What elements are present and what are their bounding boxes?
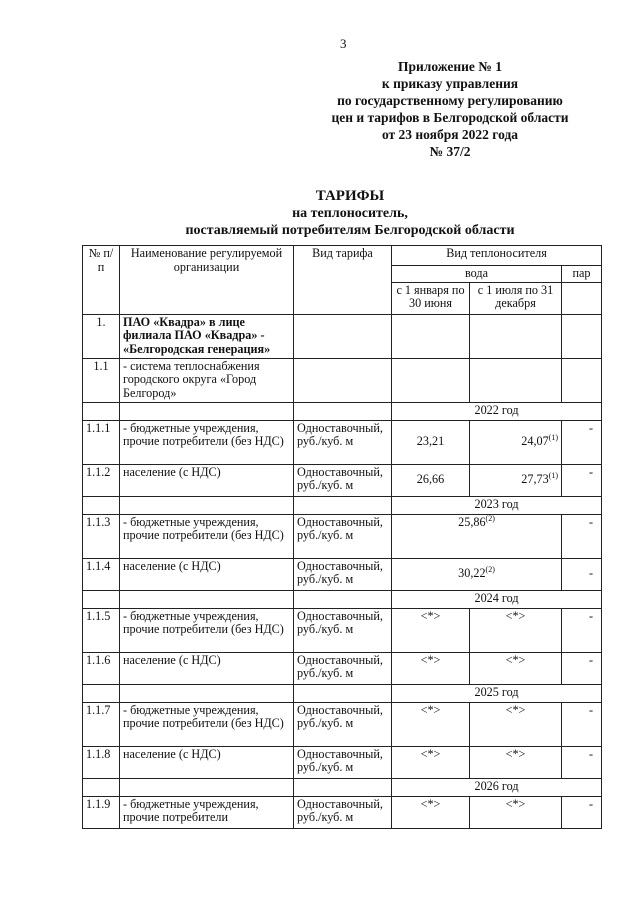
tariff-value: <*> [392,652,470,684]
year-label: 2025 год [392,684,602,702]
tariff-value-cell [470,420,562,464]
steam-value: - [562,514,602,558]
tariff-value-cell [392,514,562,558]
tariff-value-cell [470,464,562,496]
header-tariff-type: Вид тарифа [294,246,392,315]
empty-cell [83,590,120,608]
row-num: 1.1.7 [83,702,120,746]
header-water: вода [392,266,562,283]
header-period-1: с 1 января по 30 июня [392,282,470,314]
steam-value: - [562,702,602,746]
empty-cell [294,402,392,420]
tariffs-table [82,245,602,829]
row-num: 1.1.2 [83,464,120,496]
footnote-ref: (1) [548,471,558,481]
empty-cell [294,496,392,514]
table-row [83,702,602,746]
tariff-value-cell [392,558,562,590]
row-num: 1.1.8 [83,746,120,778]
tariff-value: <*> [470,652,562,684]
steam-value: - [562,464,602,496]
row-num: 1.1.6 [83,652,120,684]
year-label: 2022 год [392,402,602,420]
steam-value: - [562,746,602,778]
steam-value: - [562,558,602,590]
tariff-value: 25,86 [458,514,486,529]
row-num: 1.1 [83,358,120,402]
consumer-label: население (с НДС) [120,746,294,778]
empty-cell [562,358,602,402]
tariff-value: <*> [470,796,562,828]
header-period-2: с 1 июля по 31 декабря [470,282,562,314]
consumer-label: население (с НДС) [120,464,294,496]
empty-cell [120,684,294,702]
row-num: 1. [83,314,120,358]
year-label: 2024 год [392,590,602,608]
tariff-type: Одноставочный, руб./куб. м [294,608,392,652]
tariff-value: 26,66 [392,464,470,496]
tariff-value: 24,07 [521,434,549,449]
empty-cell [83,684,120,702]
empty-cell [392,314,470,358]
empty-cell [294,314,392,358]
row-num: 1.1.1 [83,420,120,464]
appendix-line: по государственному регулированию [337,93,563,108]
empty-cell [120,402,294,420]
empty-cell [470,314,562,358]
appendix-line: № 37/2 [429,144,471,159]
year-row [83,778,602,796]
year-row [83,684,602,702]
steam-value: - [562,796,602,828]
tariff-type: Одноставочный, руб./куб. м [294,420,392,464]
tariff-value: 23,21 [392,420,470,464]
consumer-label: - бюджетные учреждения, прочие потребители [120,796,294,828]
tariff-value: <*> [470,608,562,652]
tariff-value: <*> [470,702,562,746]
footnote-ref: (1) [548,433,558,443]
title-main: ТАРИФЫ [315,188,385,204]
title-sub: на теплоноситель, [292,206,408,221]
empty-cell [392,358,470,402]
header-org: Наименование регулируемой организации [120,246,294,315]
tariff-type: Одноставочный, руб./куб. м [294,746,392,778]
tariff-type: Одноставочный, руб./куб. м [294,558,392,590]
tariff-value: <*> [392,608,470,652]
header-num: № п/п [83,246,120,315]
steam-value: - [562,608,602,652]
footnote-ref: (2) [485,513,495,523]
appendix-line: к приказу управления [381,76,519,91]
tariff-type: Одноставочный, руб./куб. м [294,464,392,496]
table-row [83,746,602,778]
table-row [83,514,602,558]
consumer-label: - бюджетные учреждения, прочие потребители (без НДС) [120,608,294,652]
table-row [83,608,602,652]
table-row [83,314,602,358]
empty-cell [562,314,602,358]
tariff-value: <*> [392,746,470,778]
tariff-value: <*> [392,796,470,828]
year-row [83,402,602,420]
row-num: 1.1.4 [83,558,120,590]
year-row [83,590,602,608]
empty-cell [120,778,294,796]
empty-cell [294,358,392,402]
tariff-type: Одноставочный, руб./куб. м [294,514,392,558]
system-name: - система теплоснабжения городского округа «Город Белгород» [120,358,294,402]
title-sub: поставляемый потребителям Белгородской области [185,223,515,238]
table-row [83,464,602,496]
year-label: 2023 год [392,496,602,514]
consumer-label: - бюджетные учреждения, прочие потребители (без НДС) [120,514,294,558]
appendix-header [300,58,600,160]
consumer-label: - бюджетные учреждения, прочие потребители (без НДС) [120,420,294,464]
steam-value: - [562,420,602,464]
tariff-value: <*> [470,746,562,778]
table-row [83,558,602,590]
footnote-ref: (2) [485,565,495,575]
row-num: 1.1.9 [83,796,120,828]
empty-cell [470,358,562,402]
year-row [83,496,602,514]
empty-cell [294,778,392,796]
table-row [83,358,602,402]
tariff-value: 27,73 [521,472,549,487]
header-carrier: Вид теплоносителя [392,246,602,266]
empty-cell [83,778,120,796]
consumer-label: - бюджетные учреждения, прочие потребители (без НДС) [120,702,294,746]
empty-cell [294,684,392,702]
header-empty [562,282,602,314]
tariff-type: Одноставочный, руб./куб. м [294,702,392,746]
tariff-type: Одноставочный, руб./куб. м [294,796,392,828]
tariff-value: 30,22 [458,566,486,581]
year-label: 2026 год [392,778,602,796]
appendix-line: цен и тарифов в Белгородской области [331,110,569,125]
empty-cell [120,590,294,608]
table-row [83,652,602,684]
header-steam: пар [562,266,602,283]
row-num: 1.1.5 [83,608,120,652]
consumer-label: население (с НДС) [120,558,294,590]
org-name: ПАО «Квадра» в лице филиала ПАО «Квадра» - «Белгородская генерация» [120,314,294,358]
appendix-line: Приложение № 1 [398,59,502,74]
tariff-type: Одноставочный, руб./куб. м [294,652,392,684]
row-num: 1.1.3 [83,514,120,558]
table-row [83,420,602,464]
table-header-row [83,246,602,266]
empty-cell [83,402,120,420]
appendix-line: от 23 ноября 2022 года [381,127,519,142]
consumer-label: население (с НДС) [120,652,294,684]
empty-cell [120,496,294,514]
empty-cell [294,590,392,608]
tariff-value: <*> [392,702,470,746]
page-number: 3 [340,36,347,51]
empty-cell [83,496,120,514]
steam-value: - [562,652,602,684]
table-row [83,796,602,828]
document-title [150,188,550,239]
